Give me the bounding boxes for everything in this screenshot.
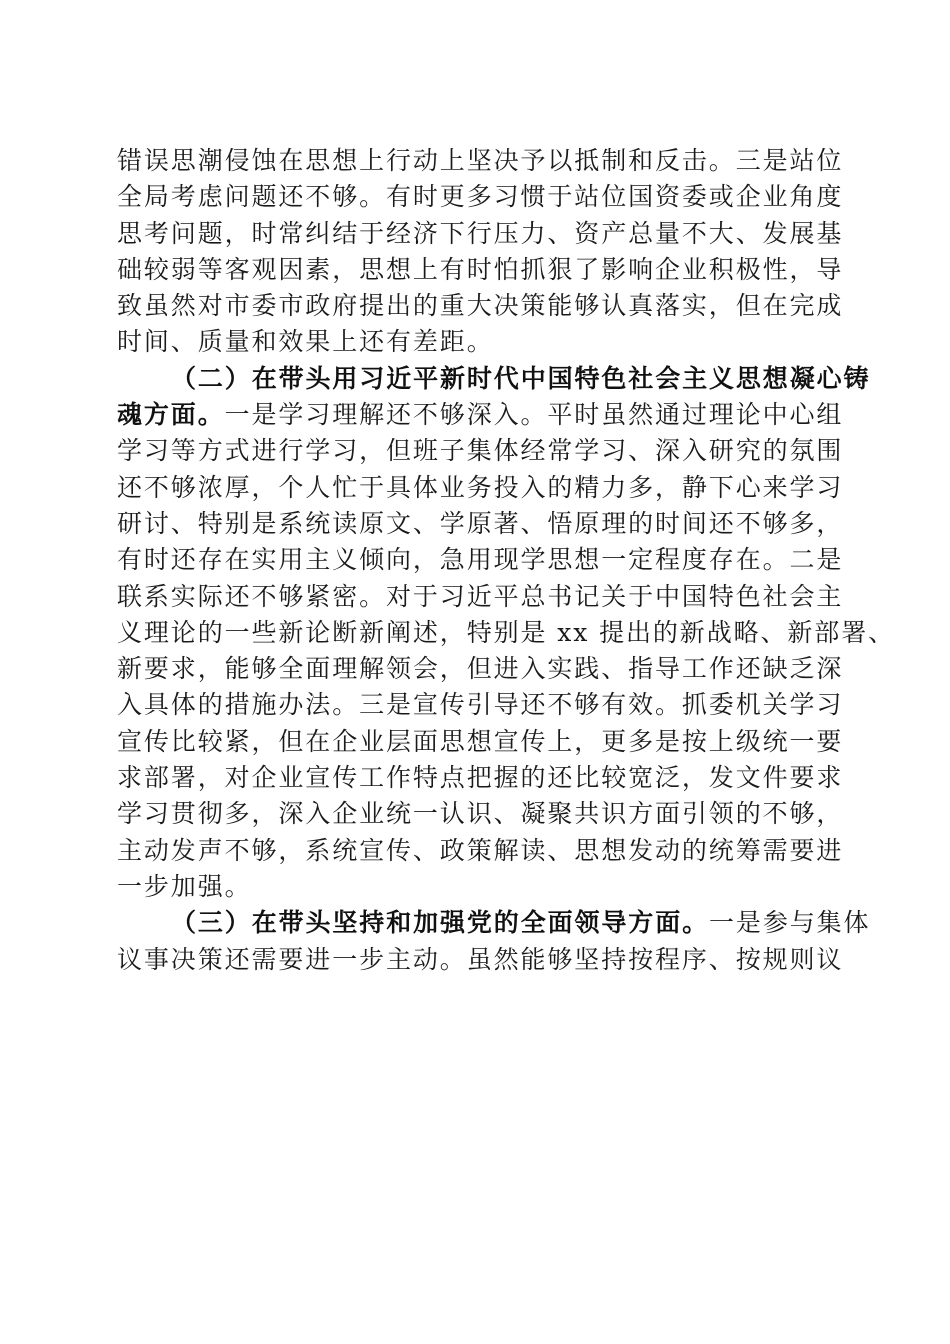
- line-text: 联系实际还不够紧密。对于习近平总书记关于中国特色社会主: [117, 581, 844, 611]
- text-line: [117, 433, 844, 469]
- line-text: 时间、质量和效果上还有差距。: [117, 327, 494, 357]
- text-line: [117, 579, 844, 615]
- line-text: 全局考虑问题还不够。有时更多习惯于站位国资委或企业角度: [117, 182, 844, 212]
- line-text: 致虽然对市委市政府提出的重大决策能够认真落实，但在完成: [117, 291, 844, 321]
- line-text: 一是学习理解还不够深入。平时虽然通过理论中心组: [224, 400, 844, 430]
- line-text: 议事决策还需要进一步主动。虽然能够坚持按程序、按规则议: [117, 944, 844, 974]
- line-text: 学习贯彻多，深入企业统一认识、凝聚共识方面引领的不够，: [117, 799, 844, 829]
- section-heading: （三）在带头坚持和加强党的全面领导方面。: [171, 908, 710, 938]
- text-line: [117, 470, 844, 506]
- section-heading-line: [117, 905, 871, 941]
- text-line: [117, 796, 844, 832]
- text-line: [117, 506, 844, 542]
- line-text: 一是参与集体: [709, 908, 871, 938]
- section-heading-line: [117, 361, 871, 397]
- text-line: [117, 760, 844, 796]
- text-line: [117, 216, 844, 252]
- text-line: [117, 324, 827, 360]
- line-text: 错误思潮侵蚀在思想上行动上坚决予以抵制和反击。三是站位: [117, 146, 844, 175]
- section-heading-end: 魂方面。: [117, 400, 225, 430]
- line-text: 主动发声不够，系统宣传、政策解读、思想发动的统筹需要进: [117, 835, 844, 865]
- text-line: [117, 143, 844, 179]
- text-line: [117, 179, 844, 215]
- text-line: [117, 615, 895, 651]
- text-line: [117, 687, 844, 723]
- text-line: [117, 869, 827, 905]
- text-line: [117, 542, 844, 578]
- line-text: 学习等方式进行学习，但班子集体经常学习、深入研究的氛围: [117, 436, 844, 466]
- text-line: [117, 942, 844, 978]
- line-text: 研讨、特别是系统读原文、学原著、悟原理的时间还不够多，: [117, 508, 844, 538]
- line-text: 础较弱等客观因素，思想上有时怕抓狠了影响企业积极性，导: [117, 254, 844, 284]
- text-line: [117, 651, 844, 687]
- text-line: [117, 833, 844, 869]
- text-line: [117, 397, 844, 433]
- text-line: [117, 724, 844, 760]
- paragraph-continuation: [117, 143, 844, 361]
- line-text: 有时还存在实用主义倾向，急用现学思想一定程度存在。二是: [117, 545, 844, 575]
- line-text: 还不够浓厚，个人忙于具体业务投入的精力多，静下心来学习: [117, 472, 844, 502]
- line-text: 入具体的措施办法。三是宣传引导还不够有效。抓委机关学习: [117, 690, 844, 720]
- text-line: [117, 252, 844, 288]
- paragraph-section-2: [117, 361, 895, 905]
- text-line: [117, 288, 844, 324]
- line-text: 义理论的一些新论断新阐述，特别是 xx 提出的新战略、新部署、: [117, 617, 895, 647]
- document-body: [117, 143, 895, 978]
- paragraph-section-3: [117, 905, 871, 978]
- section-heading: （二）在带头用习近平新时代中国特色社会主义思想凝心铸: [171, 363, 871, 393]
- line-text: 求部署，对企业宣传工作特点把握的还比较宽泛，发文件要求: [117, 763, 844, 793]
- line-text: 宣传比较紧，但在企业层面思想宣传上，更多是按上级统一要: [117, 726, 844, 756]
- line-text: 思考问题，时常纠结于经济下行压力、资产总量不大、发展基: [117, 218, 844, 248]
- line-text: 新要求，能够全面理解领会，但进入实践、指导工作还缺乏深: [117, 654, 844, 684]
- line-text: 一步加强。: [117, 871, 252, 901]
